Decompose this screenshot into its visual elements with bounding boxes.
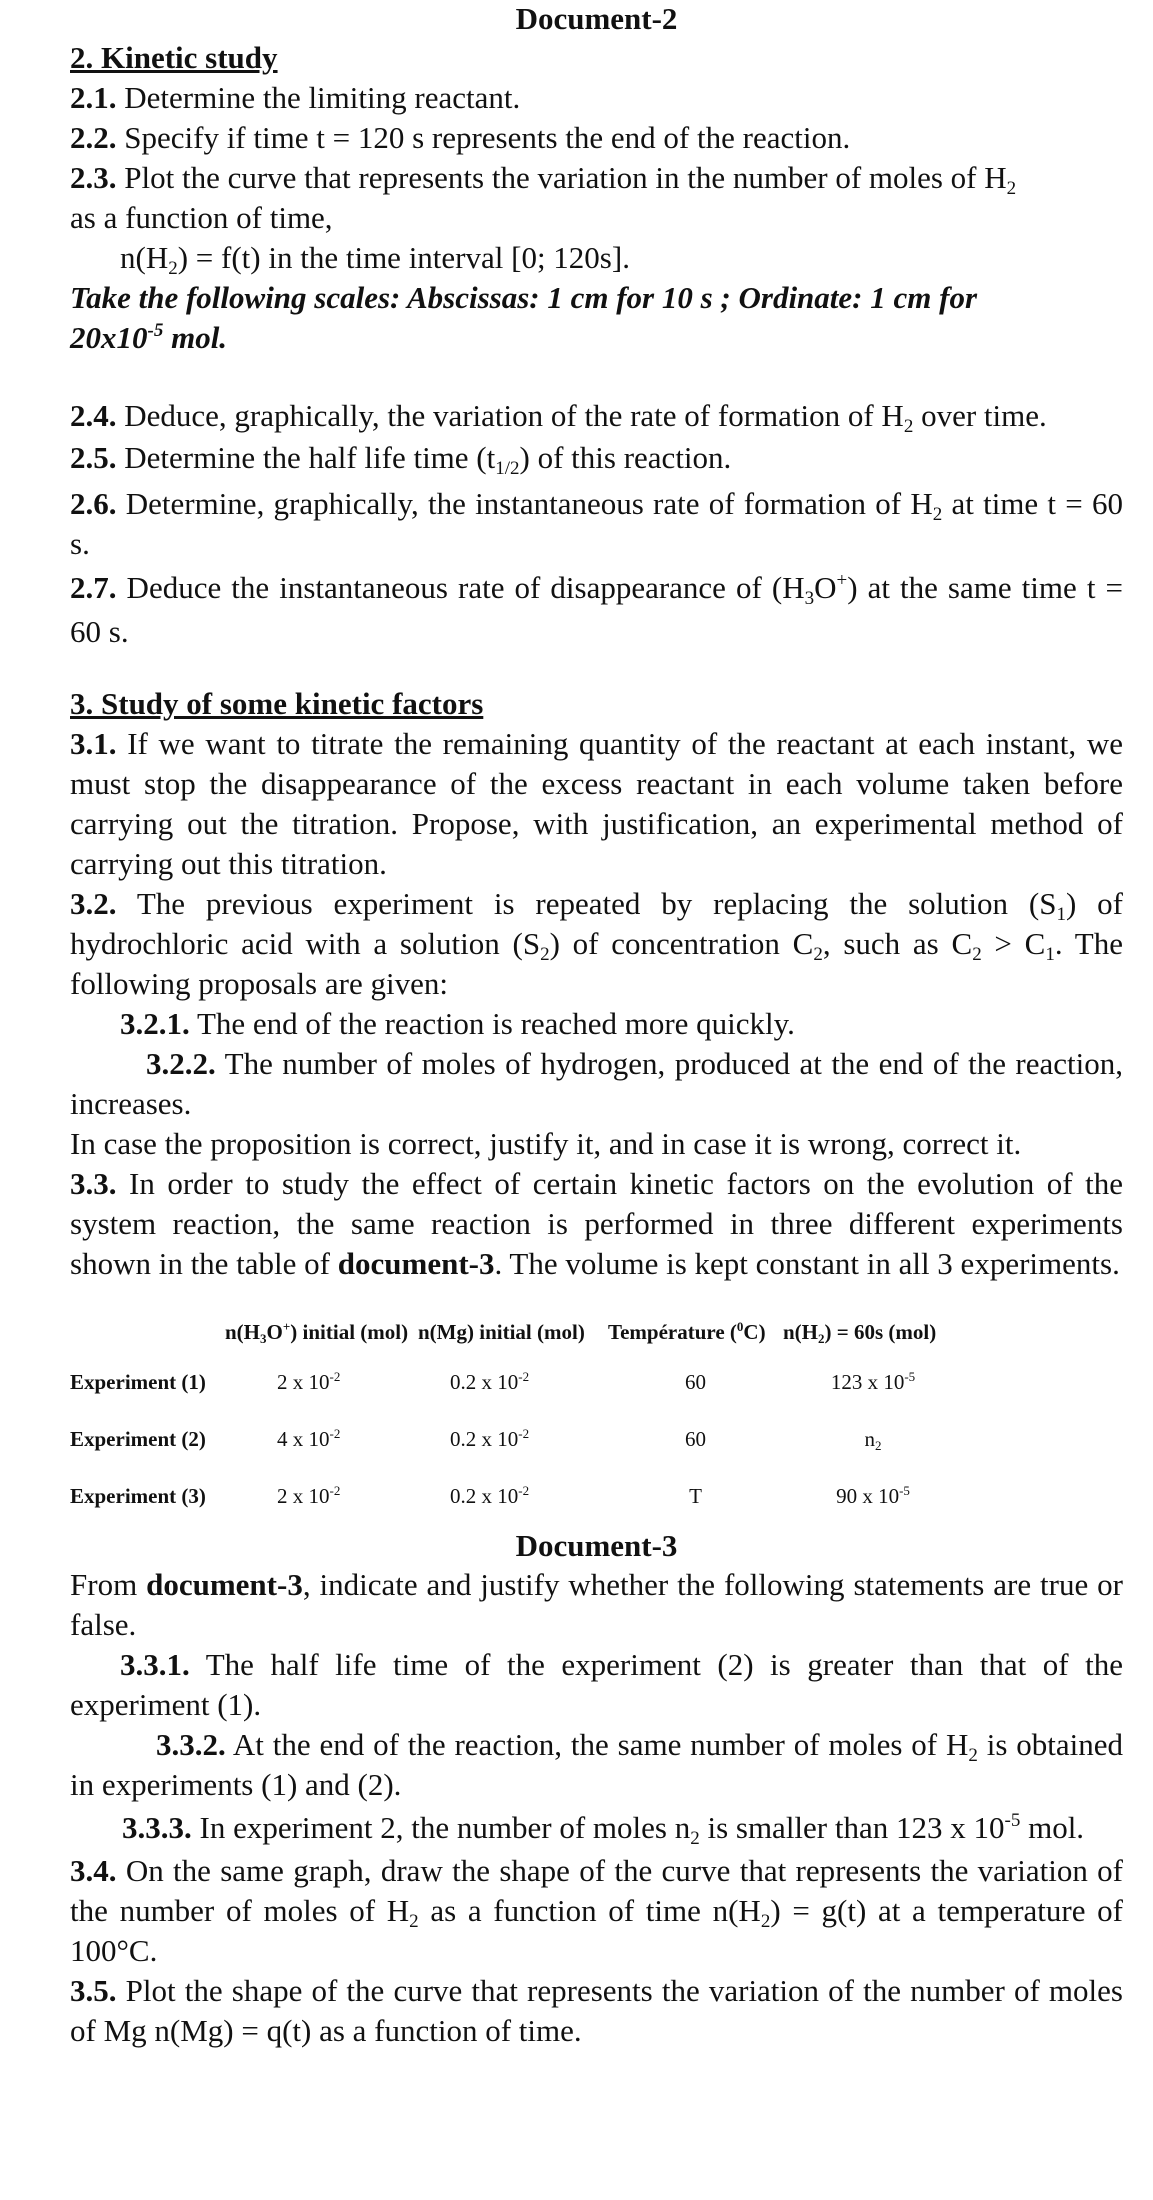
- scales-text: mol.: [163, 320, 228, 355]
- question-3-2: [70, 884, 1123, 1004]
- scales-text: 20x10: [70, 320, 148, 355]
- document-3-ref: document-3: [337, 1246, 495, 1281]
- q-text: Determine, graphically, the instantaneous rate of formation of H: [116, 486, 933, 521]
- q-text: Deduce the instantaneous rate of disappearance of (H: [116, 570, 805, 605]
- header-text: O: [266, 1319, 283, 1344]
- header-blank: [70, 1310, 225, 1354]
- q-number: 3.1.: [70, 726, 117, 761]
- q-text: mol.: [1020, 1810, 1085, 1845]
- q-text: In experiment 2, the number of moles n: [191, 1810, 691, 1845]
- question-3-5: [70, 1971, 1123, 2051]
- header-mg-initial: n(Mg) initial (mol): [418, 1319, 585, 1344]
- question-2-1: [70, 78, 1123, 118]
- cell-h3o: [225, 1354, 418, 1411]
- q-text: The number of moles of hydrogen, produced at the end of the reaction, increases.: [70, 1046, 1123, 1121]
- intro-text: , indicate and justify whether the following statements are true or false.: [70, 1567, 1123, 1642]
- superscript: -5: [147, 320, 164, 341]
- superscript: +: [282, 1318, 291, 1334]
- superscript: -2: [518, 1426, 530, 1441]
- row-label: Experiment (3): [70, 1484, 206, 1508]
- cell-text: 90 x 10: [836, 1484, 900, 1508]
- subscript: 1: [1045, 944, 1055, 965]
- scales-instruction: [70, 278, 1123, 358]
- subscript: 1: [1056, 904, 1066, 925]
- proposal-3-2-1: [70, 1004, 1123, 1044]
- cell-mg: [418, 1468, 608, 1525]
- q-text: If we want to titrate the remaining quantity of the reactant at each instant, we must stop the disappearance of the excess reactant in each volume taken before carrying out the titration. Propose, with justification, an experimental method of carrying out this titration.: [70, 726, 1123, 881]
- q-text: Deduce, graphically, the variation of the rate of formation of H: [116, 398, 904, 433]
- cell-temp: T: [689, 1484, 702, 1508]
- subscript: 2: [540, 944, 550, 965]
- table-header-row: [70, 1310, 963, 1354]
- q-number: 2.2.: [70, 120, 117, 155]
- header-h3o-initial: [225, 1310, 418, 1354]
- row-label: Experiment (2): [70, 1427, 206, 1451]
- subscript: 2: [760, 1911, 771, 1932]
- q-text: Determine the half life time (t: [116, 440, 496, 475]
- q-text: The previous experiment is repeated by replacing the solution (S: [116, 886, 1057, 921]
- q-text: Specify if time t = 120 s represents the end of the reaction.: [116, 120, 851, 155]
- table-row: [70, 1411, 963, 1468]
- header-text: n(H: [783, 1319, 819, 1344]
- document-2-title: Document-2: [515, 1, 678, 36]
- q-text: , such as C: [822, 926, 973, 961]
- q-number: 2.3.: [70, 160, 117, 195]
- cell-text: 123 x 10: [830, 1370, 905, 1394]
- q-text: Plot the shape of the curve that represents the variation of the number of moles of Mg n(Mg) = q(t) as a function of time.: [70, 1973, 1123, 2048]
- q-number: 2.5.: [70, 440, 117, 475]
- intro-text: From: [70, 1567, 147, 1602]
- q-number: 3.3.: [70, 1166, 117, 1201]
- q-number: 3.2.: [70, 886, 117, 921]
- q-text: Plot the curve that represents the variation in the number of moles of H: [116, 160, 1007, 195]
- cell-text: 0.2 x 10: [450, 1370, 519, 1394]
- row-label: Experiment (1): [70, 1370, 206, 1394]
- spacer: [70, 358, 1123, 396]
- q-number: 2.6.: [70, 486, 117, 521]
- cell-mg: [418, 1411, 608, 1468]
- subscript: 2: [168, 258, 178, 279]
- superscript: -2: [329, 1369, 341, 1384]
- superscript: +: [836, 570, 848, 591]
- question-2-2: [70, 118, 1123, 158]
- q-text: On the same graph, draw the shape of the curve that represents the variation of the number of moles of H: [70, 1853, 1123, 1928]
- document-3-ref: document-3: [146, 1567, 303, 1602]
- superscript: -2: [329, 1426, 341, 1441]
- cell-text: 0.2 x 10: [450, 1427, 519, 1451]
- q-text: over time.: [913, 398, 1047, 433]
- q-text: ) at the same time t = 60 s.: [70, 570, 1123, 649]
- subscript: 2: [903, 416, 914, 437]
- cell-text: 2 x 10: [277, 1370, 330, 1394]
- question-2-5: [70, 438, 1123, 478]
- header-text: ) = 60s (mol): [824, 1319, 937, 1344]
- question-2-3-equation: [70, 238, 1123, 278]
- q-text: ) of this reaction.: [519, 440, 732, 475]
- cell-nh2: [783, 1411, 963, 1468]
- q-number: 3.3.1.: [120, 1647, 190, 1682]
- question-3-3: [70, 1164, 1123, 1284]
- cell-text: 2 x 10: [277, 1484, 330, 1508]
- cell-nh2: [783, 1468, 963, 1525]
- cell-h3o: [225, 1411, 418, 1468]
- header-text: n(H: [225, 1319, 261, 1344]
- subscript: 2: [972, 944, 982, 965]
- cell-nh2: [783, 1354, 963, 1411]
- q-text: The half life time of the experiment (2) is greater than that of the experiment (1).: [70, 1647, 1123, 1722]
- question-3-1: [70, 724, 1123, 884]
- subscript: 2: [818, 1330, 825, 1346]
- section-2-heading: 2. Kinetic study: [70, 40, 278, 75]
- q-text: ) of hydrochloric acid with a solution (S: [70, 886, 1123, 961]
- statement-3-3-1: [70, 1645, 1123, 1725]
- q-number: 3.3.2.: [156, 1727, 226, 1762]
- q-text: is smaller than 123 x 10: [699, 1810, 1005, 1845]
- spacer: [70, 654, 1123, 684]
- cell-text: 4 x 10: [277, 1427, 330, 1451]
- table-row: [70, 1468, 963, 1525]
- q-number: 2.7.: [70, 570, 117, 605]
- cell-temp: 60: [685, 1427, 706, 1451]
- subscript: 3: [804, 588, 815, 609]
- q-text: At the end of the reaction, the same number of moles of H: [225, 1727, 969, 1762]
- statement-3-3-3: [70, 1805, 1123, 1851]
- scales-text: Take the following scales: Abscissas: 1 cm for 10 s ; Ordinate: 1 cm for: [70, 280, 978, 315]
- superscript: 0: [736, 1318, 744, 1334]
- q-text: ) of concentration C: [549, 926, 814, 961]
- header-text: Température (: [608, 1319, 737, 1344]
- q-number: 3.2.2.: [146, 1046, 216, 1081]
- subscript: 3: [260, 1330, 267, 1346]
- cell-text: 0.2 x 10: [450, 1484, 519, 1508]
- q-number: 3.2.1.: [120, 1006, 190, 1041]
- document-3-table: [70, 1310, 963, 1525]
- header-temperature: [608, 1310, 783, 1354]
- header-text: ) initial (mol): [290, 1319, 409, 1344]
- q-number: 2.1.: [70, 80, 117, 115]
- cell-mg: [418, 1354, 608, 1411]
- q-text: . The following proposals are given:: [70, 926, 1123, 1001]
- table-row: [70, 1354, 963, 1411]
- q-text: The end of the reaction is reached more quickly.: [189, 1006, 795, 1041]
- section-3-heading: 3. Study of some kinetic factors: [70, 686, 484, 721]
- q-text: as a function of time n(H: [418, 1893, 761, 1928]
- q-text: > C: [981, 926, 1046, 961]
- cell-temp: 60: [685, 1370, 706, 1394]
- subscript: 2: [1006, 178, 1017, 199]
- question-3-4: [70, 1851, 1123, 1971]
- document-3-title: Document-3: [515, 1528, 678, 1563]
- q-number: 3.5.: [70, 1973, 117, 2008]
- question-2-6: [70, 484, 1123, 564]
- cell-text: n: [864, 1427, 875, 1451]
- subscript: 2: [932, 504, 943, 525]
- q-text: as a function of time,: [70, 200, 333, 235]
- question-2-3: [70, 158, 1123, 238]
- subscript: 2: [690, 1828, 700, 1849]
- q-number: 3.4.: [70, 1853, 117, 1888]
- subscript: 2: [875, 1438, 882, 1453]
- subscript: 1/2: [495, 458, 520, 479]
- subscript: 2: [813, 944, 823, 965]
- cell-h3o: [225, 1468, 418, 1525]
- q-text: Determine the limiting reactant.: [116, 80, 521, 115]
- q-number: 3.3.3.: [122, 1810, 192, 1845]
- q-number: 2.4.: [70, 398, 117, 433]
- q-text: . The volume is kept constant in all 3 experiments.: [494, 1246, 1120, 1281]
- proposal-3-2-2: [70, 1044, 1123, 1124]
- q-text: O: [814, 570, 837, 605]
- superscript: -2: [329, 1483, 341, 1498]
- superscript: -5: [899, 1483, 910, 1498]
- superscript: -5: [904, 1369, 916, 1384]
- q-text: In order to study the effect of certain kinetic factors on the evolution of the system reaction, the same reaction is performed in three different experiments shown in the table of: [70, 1166, 1123, 1281]
- q-text: ) = g(t) at a temperature of 100°C.: [70, 1893, 1124, 1968]
- header-nh2-60s: [783, 1310, 963, 1354]
- eq-text: ) = f(t) in the time interval [0; 120s].: [177, 240, 630, 275]
- justify-instruction: In case the proposition is correct, justify it, and in case it is wrong, correct it.: [70, 1126, 1022, 1161]
- question-2-4: [70, 396, 1123, 436]
- subscript: 2: [968, 1745, 978, 1766]
- document-3-intro: [70, 1565, 1123, 1645]
- q-text: at time t = 60 s.: [70, 486, 1123, 561]
- eq-text: n(H: [120, 240, 169, 275]
- statement-3-3-2: [70, 1725, 1123, 1805]
- q-text: is obtained in experiments (1) and (2).: [70, 1727, 1124, 1802]
- superscript: -5: [1004, 1810, 1021, 1831]
- header-text: C): [743, 1319, 766, 1344]
- superscript: -2: [518, 1369, 530, 1384]
- subscript: 2: [409, 1911, 419, 1932]
- superscript: -2: [518, 1483, 530, 1498]
- question-2-7: [70, 566, 1123, 654]
